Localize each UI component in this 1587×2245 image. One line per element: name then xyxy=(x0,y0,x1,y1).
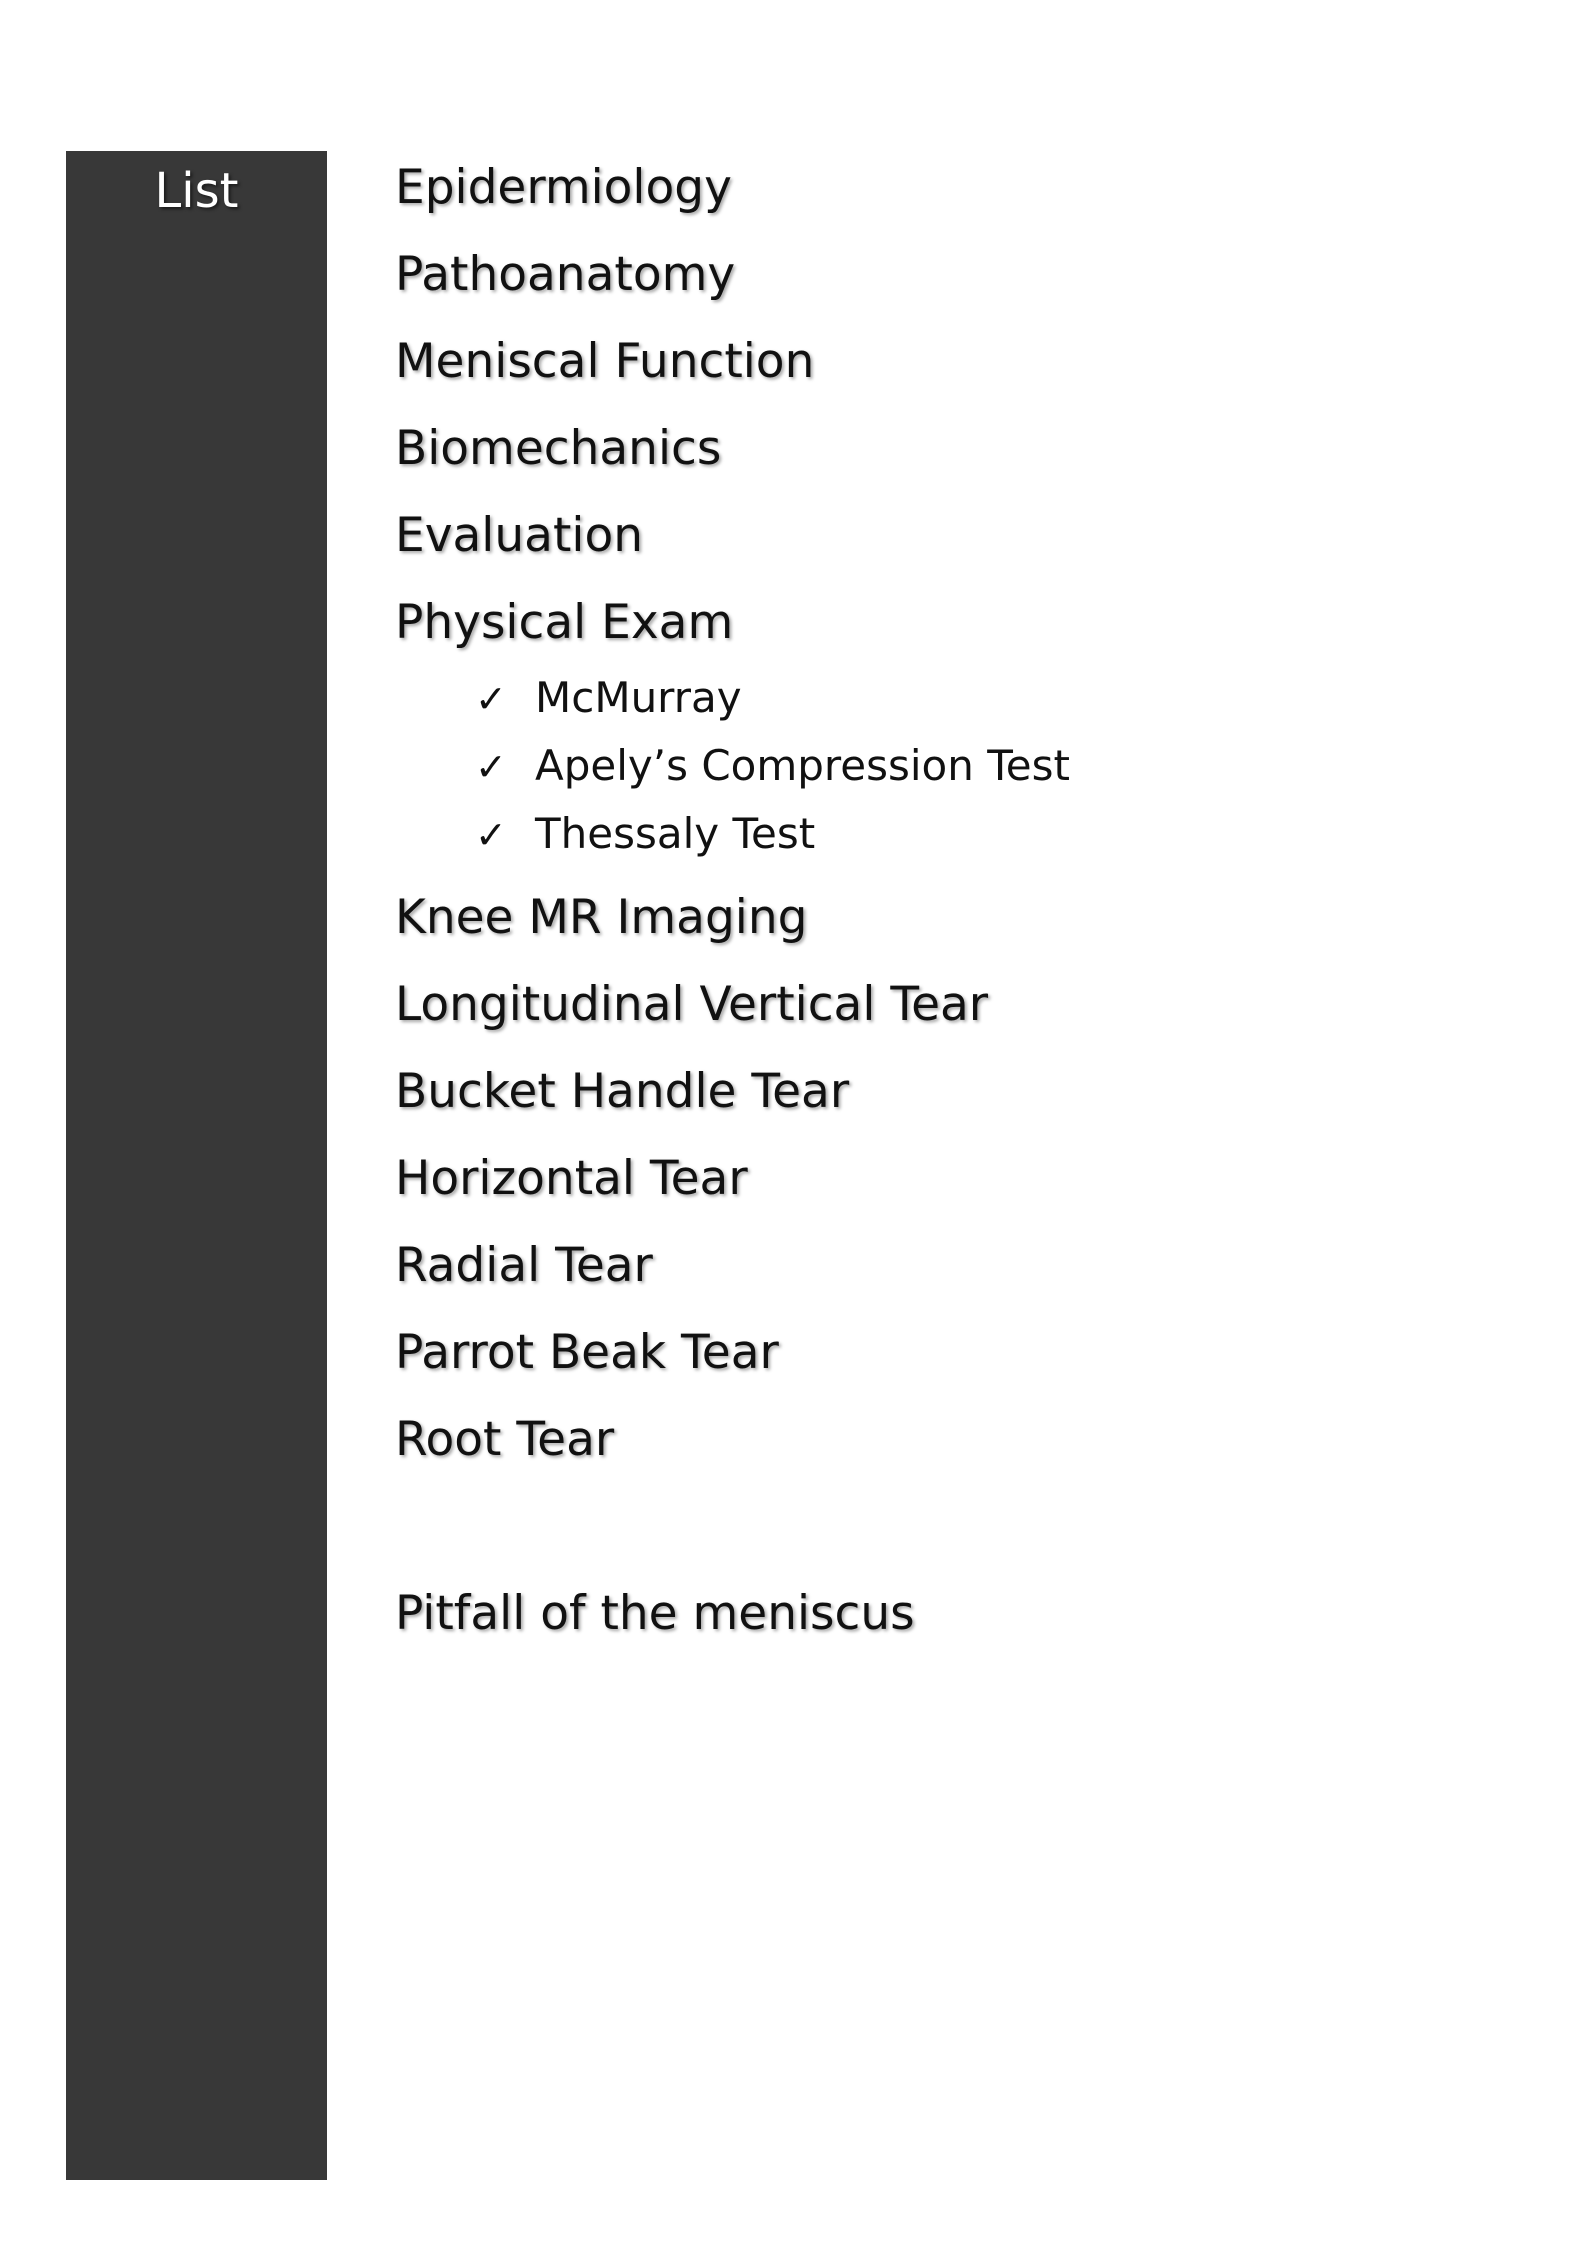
topic-item: Epidermiology xyxy=(395,160,732,215)
topic-list xyxy=(395,0,1545,2245)
physical-exam-subitem xyxy=(475,808,815,861)
side-panel-title: List xyxy=(154,163,239,219)
topic-item: Root Tear xyxy=(395,1412,615,1467)
check-icon: ✓ xyxy=(475,677,507,721)
topic-item: Evaluation xyxy=(395,508,643,563)
topic-item: Pitfall of the meniscus xyxy=(395,1586,915,1641)
subitem-label: Thessaly Test xyxy=(535,809,816,858)
check-icon: ✓ xyxy=(475,813,507,857)
topic-item: Parrot Beak Tear xyxy=(395,1325,779,1380)
topic-item: Pathoanatomy xyxy=(395,247,736,302)
topic-item: Radial Tear xyxy=(395,1238,653,1293)
topic-item: Longitudinal Vertical Tear xyxy=(395,977,989,1032)
subitem-label: Apely’s Compression Test xyxy=(535,741,1070,790)
physical-exam-subitem xyxy=(475,672,742,725)
physical-exam-subitem xyxy=(475,740,1070,793)
check-icon: ✓ xyxy=(475,745,507,789)
topic-item: Meniscal Function xyxy=(395,334,815,389)
topic-item: Physical Exam xyxy=(395,595,734,650)
subitem-label: McMurray xyxy=(535,673,742,722)
side-panel xyxy=(66,151,327,2180)
topic-item: Knee MR Imaging xyxy=(395,890,808,945)
topic-item: Horizontal Tear xyxy=(395,1151,748,1206)
topic-item: Biomechanics xyxy=(395,421,722,476)
topic-item: Bucket Handle Tear xyxy=(395,1064,850,1119)
